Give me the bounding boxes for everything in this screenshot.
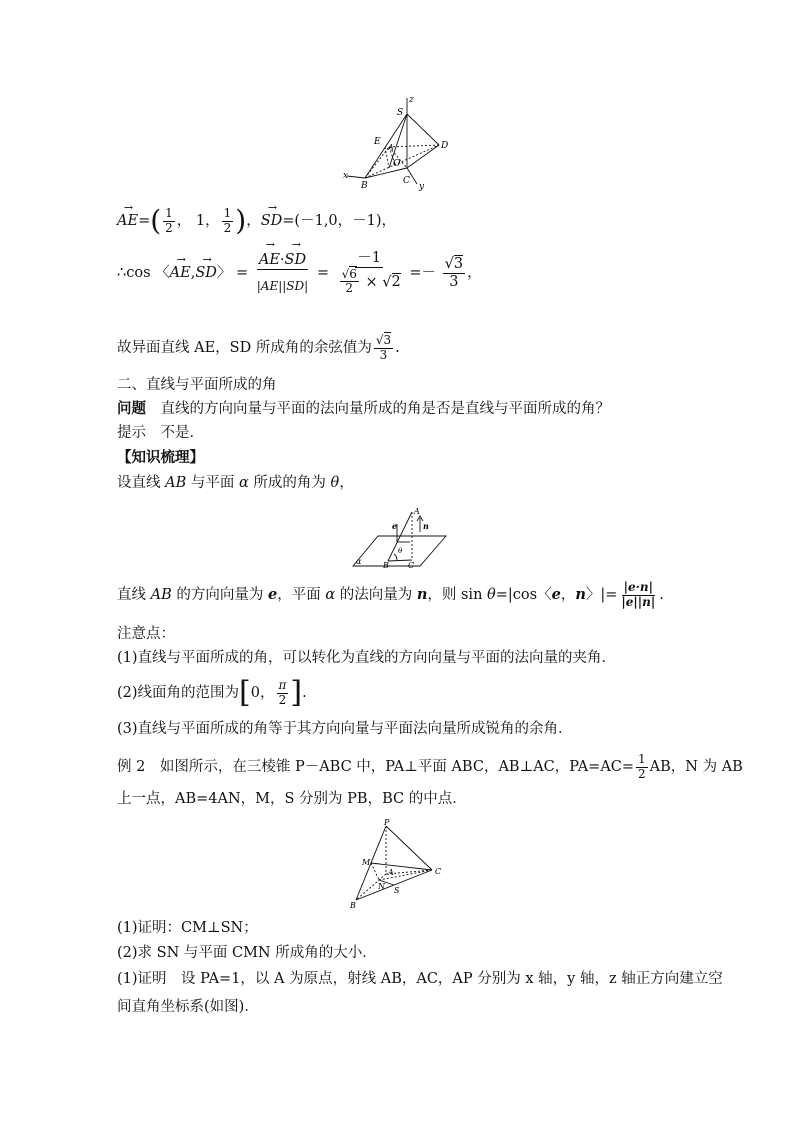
fig3-label-n: N bbox=[378, 882, 385, 891]
question-2: (2)求 SN 与平面 CMN 所成角的大小． bbox=[117, 945, 377, 961]
fig2-label-alpha: α bbox=[356, 557, 362, 566]
fig1-label-c: C bbox=[403, 176, 410, 186]
fig1-label-a: A bbox=[388, 143, 394, 152]
fraction-root3-over-3: $\frac{√3}{3}$ bbox=[444, 255, 464, 290]
notes-title: 注意点： bbox=[117, 626, 175, 642]
fraction-pi-over-2: $\frac{\pi}{2}$ bbox=[278, 677, 287, 707]
fig1-label-y: y bbox=[419, 182, 425, 192]
proof-line-1: (1)证明 设 PA=1，以 A 为原点，射线 AB，AC，AP 分别为 x 轴，y 轴，z 轴正方向建立空 bbox=[117, 971, 723, 987]
x-axis-line bbox=[347, 176, 365, 178]
vector-sd: → SD bbox=[261, 206, 283, 236]
question-1: (1)证明：CM⊥SN； bbox=[117, 920, 258, 936]
fig1-label-d: D bbox=[441, 141, 449, 151]
fig2-label-n: n bbox=[423, 521, 429, 531]
fig3-label-m: M bbox=[362, 858, 371, 867]
fig1-label-z: z bbox=[409, 95, 414, 105]
fig2-label-b: B bbox=[383, 561, 389, 570]
fig1-label-o: O bbox=[393, 159, 401, 169]
fig3-label-a: A bbox=[388, 868, 394, 877]
fig1-label-x: x bbox=[343, 171, 349, 181]
fig2-label-theta: θ bbox=[398, 547, 403, 555]
fig3-label-s: S bbox=[394, 886, 400, 895]
note-2: (2)线面角的范围为[0， $\frac{\pi}{2}$ ]. bbox=[117, 675, 307, 710]
fraction-one-half-2: $\frac{1}{2}$ bbox=[223, 205, 232, 235]
fig3-label-c: C bbox=[435, 867, 442, 876]
knowledge-heading: 【知识梳理】 bbox=[117, 449, 204, 466]
fig2-label-c: C bbox=[408, 561, 415, 570]
fraction-one-half: $\frac{1}{2}$ bbox=[165, 205, 173, 235]
hint-line: 提示 不是． bbox=[117, 425, 204, 441]
example-2-line-2: 上一点，AB=4AN，M，S 分别为 PB，BC 的中点． bbox=[117, 791, 467, 807]
fraction-dot-over-norms: → $\frac{AE\cdot\to SD}{|AE||SD|}$ bbox=[255, 252, 310, 293]
line-plane-angle-figure bbox=[350, 506, 450, 570]
note-3: (3)直线与平面所成的角等于其方向向量与平面法向量所成锐角的余角． bbox=[117, 721, 573, 737]
fig2-label-e: e bbox=[392, 521, 398, 531]
fraction-one-half-3: $\frac{1}{2}$ bbox=[638, 751, 646, 781]
proof-line-2: 间直角坐标系(如图)． bbox=[117, 999, 259, 1015]
section-heading-2: 二、直线与平面所成的角 bbox=[117, 377, 277, 393]
vector-ae: → AE bbox=[117, 206, 138, 236]
setup-line: 设直线 AB 与平面 α 所成的角为 θ， bbox=[117, 475, 354, 491]
fig1-label-b: B bbox=[361, 181, 368, 191]
note-1: (1)直线与平面所成的角，可以转化为直线的方向向量与平面的法向量的夹角． bbox=[117, 650, 617, 666]
sine-formula-line: 直线 AB 的方向向量为 e，平面 α 的法向量为 n，则 sin θ=|cos〈e，n〉|= $\frac{|e\cdot n|}{|e||n|}$ . bbox=[117, 579, 664, 609]
example-2-line-1: 例 2 如图所示，在三棱锥 P－ABC 中，PA⊥平面 ABC，AB⊥AC，PA=AC= $\frac{1}{2}$ AB，N 为 AB bbox=[117, 751, 743, 781]
fraction-minus-one-over-product: －1 $\frac{√6}{2}$ × √2 bbox=[341, 250, 401, 296]
fig3-label-b: B bbox=[350, 901, 356, 910]
cosine-result-line: 故异面直线 AE，SD 所成角的余弦值为 $\frac{√3}{3}$ . bbox=[117, 332, 400, 362]
fig1-label-e: E bbox=[374, 137, 381, 147]
tetrahedron-figure bbox=[348, 818, 448, 910]
question-line: 问题 直线的方向向量与平面的法向量所成的角是否是直线与平面所成的角？ bbox=[117, 400, 610, 417]
fig1-label-s: S bbox=[397, 108, 404, 118]
fraction-en-over-norms: $\frac{|e\cdot n|}{|e||n|}$ bbox=[621, 579, 656, 609]
fig2-label-a: A bbox=[414, 507, 420, 516]
cosine-computation-line: ∴cos 〈→ AE,→ SD〉 = → $\frac{AE\cdot\to SD}{|AE||SD|}$ = －1 $\frac{√6}{2}$ × √2 =－ $\frac{√3}{3}$ ， bbox=[117, 250, 482, 296]
pyramid-figure-1 bbox=[335, 92, 455, 192]
fig3-label-p: P bbox=[384, 818, 390, 827]
vector-ae-sd-line: → AE=( $\frac{1}{2}$ ， 1， $\frac{1}{2}$ )，→ SD=(－1,0，－1)， bbox=[117, 206, 396, 236]
